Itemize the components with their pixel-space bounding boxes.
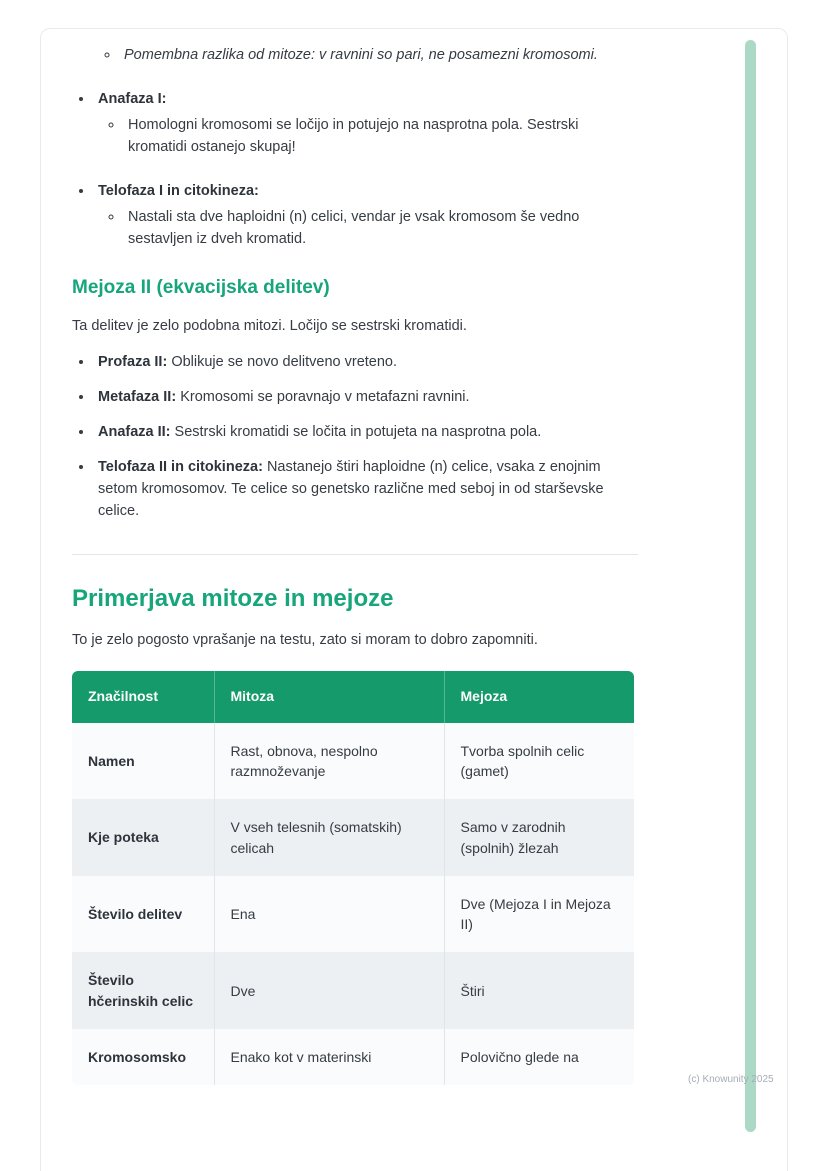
table-cell: Namen	[72, 723, 214, 800]
comparison-table-wrapper	[72, 671, 634, 1085]
table-cell: Ena	[214, 876, 444, 953]
table-cell: Štiri	[460, 982, 485, 999]
note-important-difference: ◦ Pomembna razlika od mitoze: v ravnini so pari, ne posamezni kromosomi.	[120, 44, 638, 66]
phase-title: Profaza II:	[98, 353, 168, 370]
section-intro-primerjava: To je zelo pogosto vprašanje na testu, zato si moram to dobro zapomniti.	[72, 632, 538, 649]
table-row-stevilo-hcerinskih-celic	[72, 952, 634, 1029]
table-row-kje-poteka	[72, 799, 634, 876]
copyright-watermark: (c) Knowunity 2025	[688, 1074, 774, 1085]
list-item-anafaza-ii	[94, 421, 638, 443]
table-cell: V vseh telesnih (somatskih) celicah	[214, 799, 444, 876]
mejoza-ii-phase-list	[72, 351, 638, 522]
table-cell: Samo v zarodnih (spolnih) žlezah	[460, 819, 566, 856]
lead-note-list	[94, 44, 638, 66]
section-intro-mejoza-ii: Ta delitev je zelo podobna mitozi. Ločijo se sestrski kromatidi.	[72, 317, 467, 334]
section-divider	[72, 554, 638, 555]
table-header-znacilnost: Značilnost	[72, 671, 214, 722]
section-heading-mejoza-ii: Mejoza II (ekvacijska delitev)	[72, 277, 330, 299]
table-cell: Kromosomsko	[72, 1029, 214, 1085]
table-header-mejoza: Mejoza	[444, 671, 634, 722]
document-content	[72, 34, 638, 1085]
table-row-namen	[72, 723, 634, 800]
list-item-anafaza-i	[94, 88, 638, 158]
table-cell: Kje poteka	[72, 799, 214, 876]
page-accent-bar	[745, 40, 756, 1132]
comparison-table	[72, 671, 634, 1085]
list-item-profaza-ii	[94, 351, 638, 373]
table-cell: Število hčerinskih celic	[72, 952, 214, 1029]
phase-text: Kromosomi se poravnajo v metafazni ravnini.	[180, 388, 470, 405]
table-cell: Enako kot v materinski	[214, 1029, 444, 1085]
phase-detail-list	[98, 206, 638, 250]
phase-detail: ◦ Nastali sta dve haploidni (n) celici, vendar je vsak kromosom še vedno sestavljen iz dveh kromatid.	[124, 206, 638, 250]
phase-text: Sestrski kromatidi se ločita in potujeta na nasprotna pola.	[174, 424, 542, 440]
table-row-kromosomsko	[72, 1029, 634, 1085]
meiosis-i-phase-list	[72, 88, 638, 250]
phase-detail: ◦ Homologni kromosomi se ločijo in potujejo na nasprotna pola. Sestrski kromatidi ostanejo skupaj!	[124, 114, 638, 158]
phase-text: Oblikuje se novo delitveno vreteno.	[171, 353, 398, 370]
table-cell: Polovično glede na	[460, 1048, 579, 1065]
phase-title: Telofaza II in citokineza:	[98, 459, 263, 476]
list-item-telofaza-ii	[94, 456, 638, 522]
list-item-metafaza-ii	[94, 386, 638, 408]
table-cell: Tvorba spolnih celic (gamet)	[460, 742, 585, 779]
phase-title: Anafaza I:	[98, 91, 167, 108]
phase-detail-list	[98, 114, 638, 158]
table-cell: Število delitev	[72, 876, 214, 953]
table-row-stevilo-delitev	[72, 876, 634, 953]
phase-title: Anafaza II:	[98, 424, 171, 440]
table-header-row	[72, 671, 634, 722]
phase-title: Metafaza II:	[98, 388, 177, 405]
list-item-telofaza-i	[94, 180, 638, 250]
table-header-mitoza: Mitoza	[214, 671, 444, 722]
phase-text: Nastanejo štiri haploidne (n) celice, vsaka z enojnim setom kromosomov. Te celice so genetsko različne med seboj in od starševske celice.	[98, 459, 604, 520]
section-heading-primerjava: Primerjava mitoze in mejoze	[72, 585, 394, 613]
table-cell: Rast, obnova, nespolno razmnoževanje	[214, 723, 444, 800]
table-cell: Dve	[214, 952, 444, 1029]
phase-title: Telofaza I in citokineza:	[98, 183, 259, 200]
table-cell: Dve (Mejoza I in Mejoza II)	[460, 895, 611, 933]
